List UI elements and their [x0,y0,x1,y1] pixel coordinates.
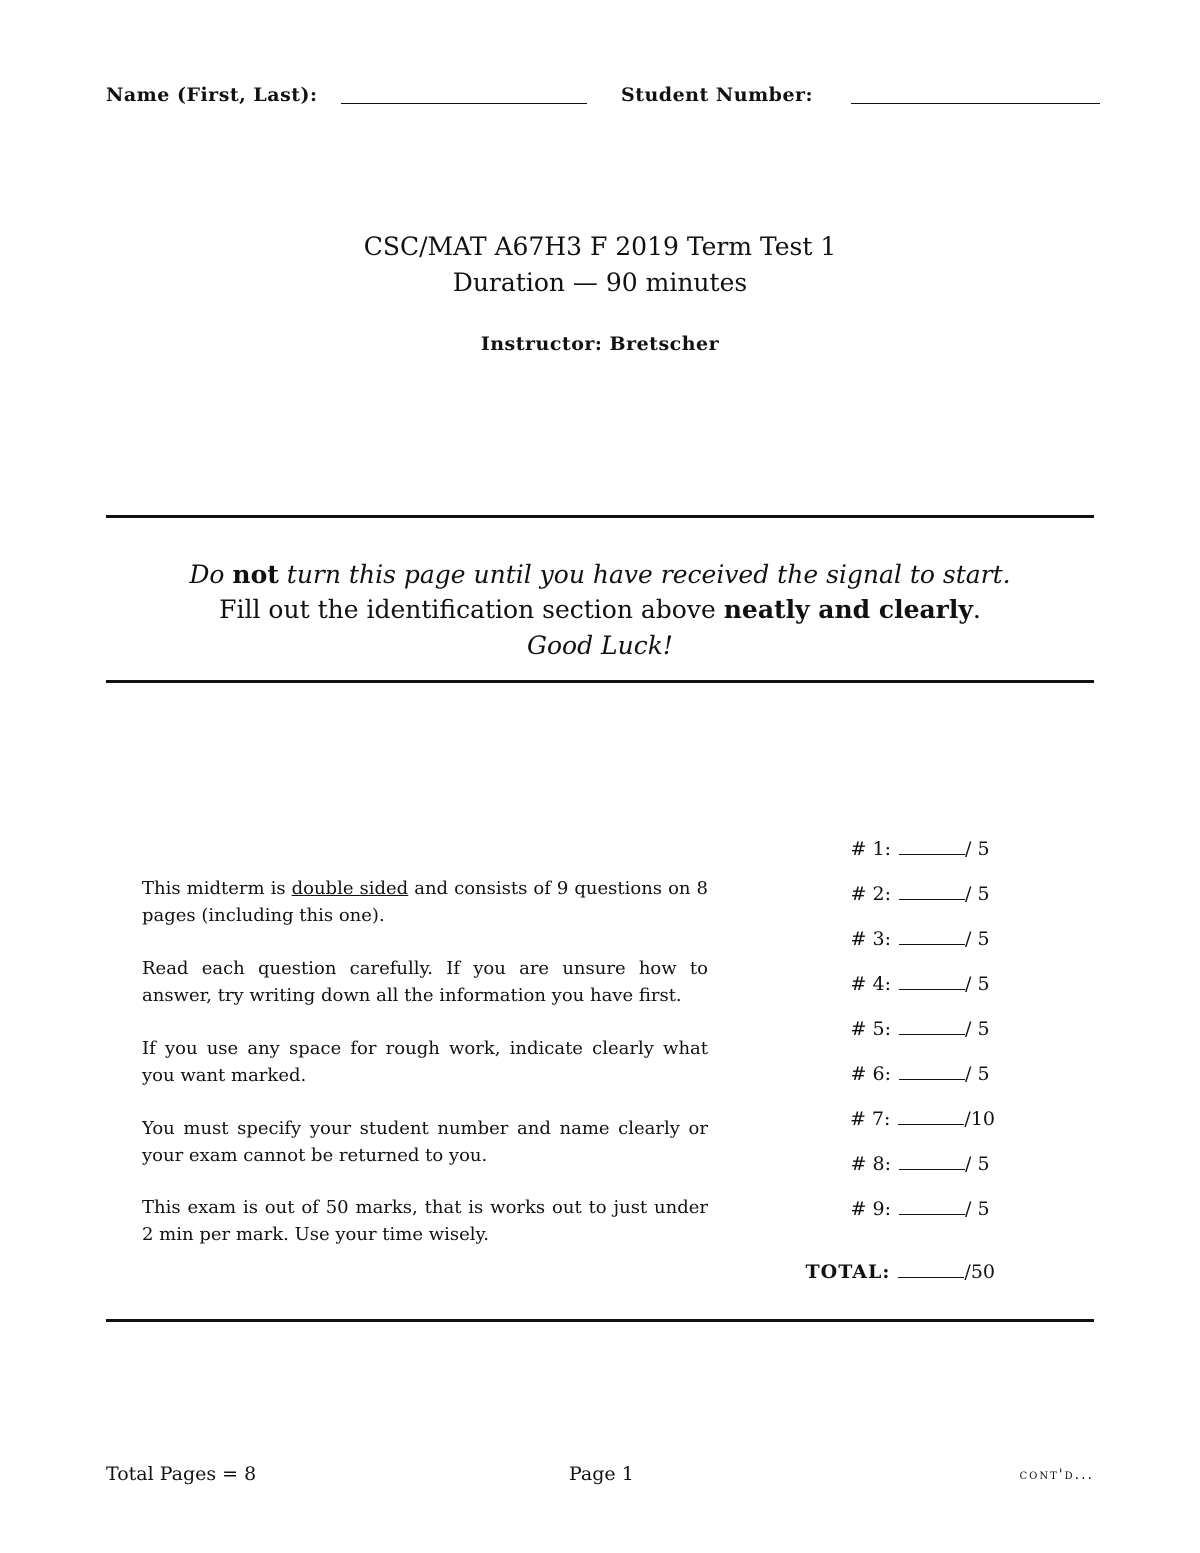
score-max: / 5 [965,973,990,995]
score-blank[interactable] [899,1020,965,1035]
notice-line-1-start: Do [189,560,233,589]
score-question-label: # 9: [850,1198,891,1220]
score-blank[interactable] [898,1110,964,1125]
score-row [851,883,995,905]
notice-line-1 [0,560,1200,589]
score-max: / 5 [965,1063,990,1085]
info-p1-underlined: double sided [291,878,409,899]
notice-line-2 [0,595,1200,624]
score-max: / 5 [965,883,990,905]
bottom-divider [106,1319,1094,1322]
info-paragraph-double-sided [142,875,708,929]
score-max: / 5 [965,928,990,950]
score-question-label: # 1: [850,838,891,860]
name-label: Name (First, Last): [106,84,318,106]
info-paragraph-rough-work: If you use any space for rough work, indicate clearly what you want marked. [142,1038,708,1086]
score-row [851,1198,995,1220]
score-max: / 5 [965,1198,990,1220]
duration-text: Duration — 90 minutes [452,268,748,297]
footer-continued: cont'd... [1019,1467,1094,1483]
score-blank[interactable] [899,1155,965,1170]
score-blank[interactable] [899,840,965,855]
student-number-field-line[interactable] [851,103,1100,104]
footer-total-pages: Total Pages = 8 [106,1463,257,1485]
info-paragraph-student-number: You must specify your student number and name clearly or your exam cannot be returned to you. [142,1118,708,1166]
info-paragraph-marks: This exam is out of 50 marks, that is works out to just under 2 min per mark. Use your time wisely. [142,1197,708,1245]
score-question-label: # 4: [850,973,891,995]
score-blank[interactable] [899,930,965,945]
score-question-label: # 8: [850,1153,891,1175]
name-field-line[interactable] [341,103,587,104]
score-row [851,928,995,950]
notice-line-1-end: turn this page until you have received the signal to start. [278,560,1011,589]
score-blank[interactable] [899,975,965,990]
score-row [851,1153,995,1175]
score-total-max: /50 [964,1261,995,1283]
score-row [850,1108,995,1130]
top-divider [106,515,1094,518]
score-row [851,838,995,860]
info-paragraph-read-carefully: Read each question carefully. If you are unsure how to answer, try writing down all the information you have first. [142,958,708,1006]
score-total-label: TOTAL: [805,1261,891,1283]
score-question-label: # 6: [850,1063,891,1085]
score-question-label: # 5: [850,1018,891,1040]
score-max: / 5 [965,1018,990,1040]
student-number-label: Student Number: [621,84,814,106]
score-blank[interactable] [899,885,965,900]
score-question-label: # 3: [850,928,891,950]
score-row [851,973,995,995]
course-title: CSC/MAT A67H3 F 2019 Term Test 1 [363,232,837,261]
score-question-label: # 2: [850,883,891,905]
notice-line-1-emphasis: not [232,560,279,589]
score-question-label: # 7: [849,1108,891,1130]
score-row [851,1063,995,1085]
notice-line-2-start: Fill out the identification section above [219,595,724,624]
score-max: /10 [964,1108,995,1130]
score-row-total [806,1261,995,1283]
notice-line-2-end: . [972,595,981,624]
score-row [851,1018,995,1040]
info-p1-start: This midterm is [142,878,292,899]
instructor-text: Instructor: Bretscher [480,333,720,355]
footer-page-number: Page 1 [569,1463,634,1485]
score-blank[interactable] [899,1200,965,1215]
good-luck-text: Good Luck! [527,631,673,660]
score-max: / 5 [965,1153,990,1175]
info-p1-end: and consists of 9 questions on 8 pages (including this one). [142,878,708,926]
notice-line-2-emphasis: neatly and clearly [723,595,973,624]
score-total-blank[interactable] [898,1263,964,1278]
score-max: / 5 [965,838,990,860]
score-blank[interactable] [899,1065,965,1080]
middle-divider [106,680,1094,683]
